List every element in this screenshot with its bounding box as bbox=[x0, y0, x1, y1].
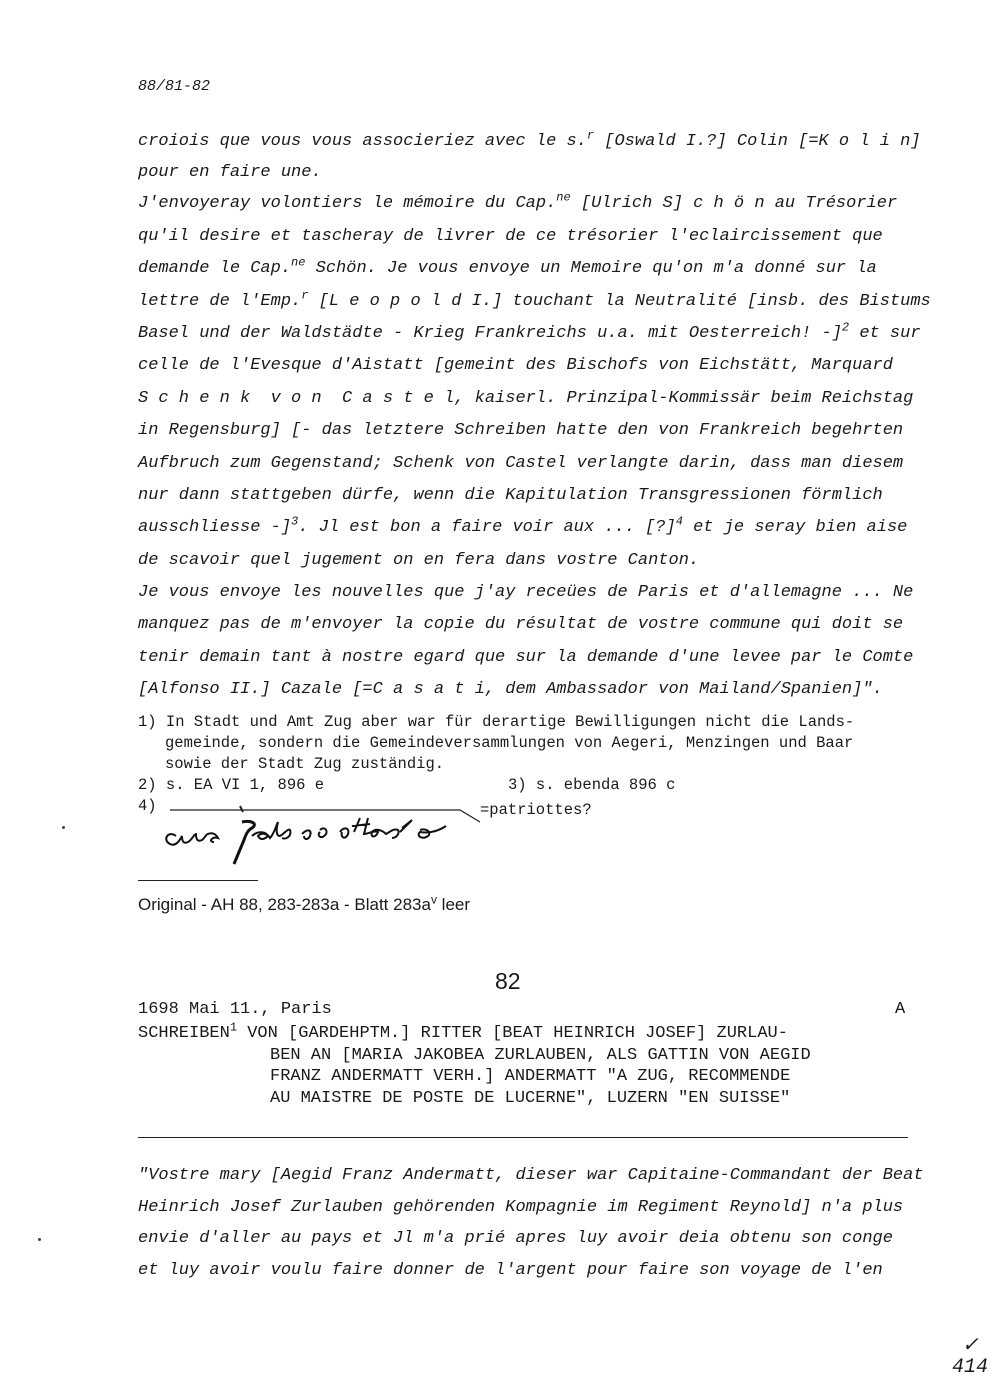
letter-line bbox=[138, 318, 928, 350]
header-line-1 bbox=[138, 1020, 811, 1045]
letter-line bbox=[138, 577, 928, 609]
letter-text: lettre de l'Emp. bbox=[138, 291, 302, 311]
letter-text: Aufbruch zum Gegenstand; Schenk von Castel verlangte darin, dass man diesem bbox=[138, 453, 904, 473]
letter-line bbox=[138, 126, 928, 158]
letter-line bbox=[138, 286, 931, 318]
check-mark: ✓ bbox=[962, 1335, 979, 1358]
footnote-4-label: 4) bbox=[138, 797, 157, 815]
original-source-text: Original - AH 88, 283-283a - Blatt 283a bbox=[138, 895, 431, 914]
letter-text: J'envoyeray volontiers le mémoire du Cap. bbox=[138, 194, 557, 214]
letter-start bbox=[138, 1160, 928, 1286]
letter-line bbox=[138, 158, 928, 188]
superscript: 2 bbox=[841, 320, 850, 335]
letter-text: qu'il desire et tascheray de livrer de ce trésorier l'eclaircissement que bbox=[138, 226, 883, 246]
letter-line bbox=[138, 253, 928, 285]
letter-text: manquez pas de m'envoyer la copie du résultat de vostre commune qui doit se bbox=[138, 615, 904, 635]
letter-text: Basel und der Waldstädte - Krieg Frankreichs u.a. mit Oesterreich! -] bbox=[138, 323, 842, 343]
document-number: 82 bbox=[495, 968, 521, 994]
header-line-4: AU MAISTRE DE POSTE DE LUCERNE", LUZERN "EN SUISSE" bbox=[270, 1088, 791, 1108]
footnote-separator-rule bbox=[138, 880, 258, 881]
letter-text: nur dann stattgeben dürfe, wenn die Kapitulation Transgressionen förmlich bbox=[138, 485, 883, 505]
letter-line bbox=[138, 350, 928, 382]
footnote-3: 3) s. ebenda 896 c bbox=[508, 776, 676, 794]
superscript: ne bbox=[556, 190, 571, 205]
letter-line bbox=[138, 480, 928, 512]
footnote-1-line-1: 1) In Stadt und Amt Zug aber war für derartige Bewilligungen nicht die Lands- bbox=[138, 713, 855, 731]
letter-start-line-2: Heinrich Josef Zurlauben gehörenden Kompagnie im Regiment Reynold] n'a plus bbox=[138, 1197, 904, 1217]
letter-text: . Jl est bon a faire voir aux ... [?] bbox=[298, 518, 676, 538]
header-label-sup: 1 bbox=[229, 1020, 238, 1035]
letter-start-line-3: envie d'aller au pays et Jl m'a prié apres luy avoir deia obtenu son conge bbox=[138, 1229, 893, 1248]
letter-line bbox=[138, 674, 928, 706]
letter-line bbox=[138, 609, 928, 641]
letter-text: [Ulrich S] c h ö n au Trésorier bbox=[570, 194, 898, 214]
letter-text: Je vous envoye les nouvelles que j'ay receües de Paris et d'allemagne ... Ne bbox=[138, 583, 914, 603]
header-line-3: FRANZ ANDERMATT VERH.] ANDERMATT "A ZUG, RECOMMENDE bbox=[270, 1067, 791, 1087]
letter-text: croiois que vous vous associeriez avec le s. bbox=[138, 132, 587, 151]
letter-line bbox=[138, 221, 928, 253]
letter-line bbox=[138, 383, 928, 415]
original-source-suffix: leer bbox=[436, 895, 471, 914]
letter-line bbox=[138, 512, 928, 544]
letter-text: [L e o p o l d I.] touchant la Neutralité [insb. des Bistums bbox=[308, 291, 931, 311]
letter-text: tenir demain tant à nostre egard que sur la demande d'une levee par le Comte bbox=[138, 647, 914, 667]
letter-start-line-1: "Vostre mary [Aegid Franz Andermatt, dieser war Capitaine-Commandant der Beat bbox=[138, 1166, 924, 1185]
superscript: r bbox=[586, 128, 595, 143]
letter-text: [Oswald I.?] Colin [=K o l i n] bbox=[594, 132, 921, 151]
header-line-2: BEN AN [MARIA JAKOBEA ZURLAUBEN, ALS GATTIN VON AEGID bbox=[270, 1045, 811, 1065]
margin-dot bbox=[62, 826, 65, 829]
footnote-1-line-2: gemeinde, sondern die Gemeindeversammlungen von Aegeri, Menzingen und Baar bbox=[165, 734, 854, 752]
handwritten-aux-patriottes-image bbox=[140, 796, 490, 866]
original-source-line bbox=[138, 892, 471, 915]
footnote-4-note: =patriottes? bbox=[480, 801, 592, 819]
dateline: 1698 Mai 11., Paris bbox=[138, 1000, 332, 1019]
superscript: r bbox=[301, 287, 309, 302]
footnote-1-line-3: sowie der Stadt Zug zuständig. bbox=[165, 755, 445, 773]
letter-line bbox=[138, 448, 928, 480]
document-header bbox=[138, 1020, 811, 1109]
letter-text: S c h e n k v o n C a s t e l, kaiserl. Prinzipal-Kommissär beim Reichstag bbox=[138, 388, 914, 408]
letter-line bbox=[138, 188, 928, 220]
letter-text: in Regensburg] [- das letztere Schreiben hatte den von Frankreich begehrten bbox=[138, 421, 904, 441]
superscript: 3 bbox=[291, 514, 299, 529]
letter-line bbox=[138, 415, 928, 447]
letter-text: de scavoir quel jugement on en fera dans vostre Canton. bbox=[138, 550, 700, 570]
superscript: 4 bbox=[675, 514, 683, 529]
letter-text: pour en faire une. bbox=[138, 163, 322, 183]
page-number: 414 bbox=[952, 1356, 989, 1379]
letter-text: Schön. Je vous envoye un Memoire qu'on m'a donné sur la bbox=[305, 259, 877, 279]
letter-text: et je seray bien aise bbox=[682, 518, 908, 538]
margin-dot bbox=[38, 1238, 41, 1241]
header-line-1-text: VON [GARDEHPTM.] RITTER [BEAT HEINRICH JOSEF] ZURLAU- bbox=[237, 1024, 788, 1043]
footnotes-2-3-row bbox=[138, 775, 928, 796]
header-separator-rule bbox=[138, 1137, 908, 1138]
letter-start-line-4: et luy avoir voulu faire donner de l'argent pour faire son voyage de l'en bbox=[138, 1260, 883, 1280]
original-source-sup: v bbox=[430, 892, 437, 907]
header-label: SCHREIBEN bbox=[138, 1024, 230, 1043]
letter-text: [Alfonso II.] Cazale [=C a s a t i, dem Ambassador von Mailand/Spanien]". bbox=[138, 680, 883, 700]
superscript: ne bbox=[291, 255, 306, 270]
letter-text: et sur bbox=[849, 323, 921, 343]
letter-text: ausschliesse -] bbox=[138, 518, 292, 538]
letter-line bbox=[138, 545, 928, 577]
footnote-2: 2) s. EA VI 1, 896 e bbox=[138, 776, 325, 794]
page-reference: 88/81-82 bbox=[138, 78, 211, 95]
letter-line bbox=[138, 642, 928, 674]
letter-text: celle de l'Evesque d'Aistatt [gemeint des Bischofs von Eichstätt, Marquard bbox=[138, 356, 893, 376]
letter-continuation bbox=[138, 126, 931, 707]
letter-text: demande le Cap. bbox=[138, 259, 292, 279]
version-letter: A bbox=[895, 1000, 906, 1019]
